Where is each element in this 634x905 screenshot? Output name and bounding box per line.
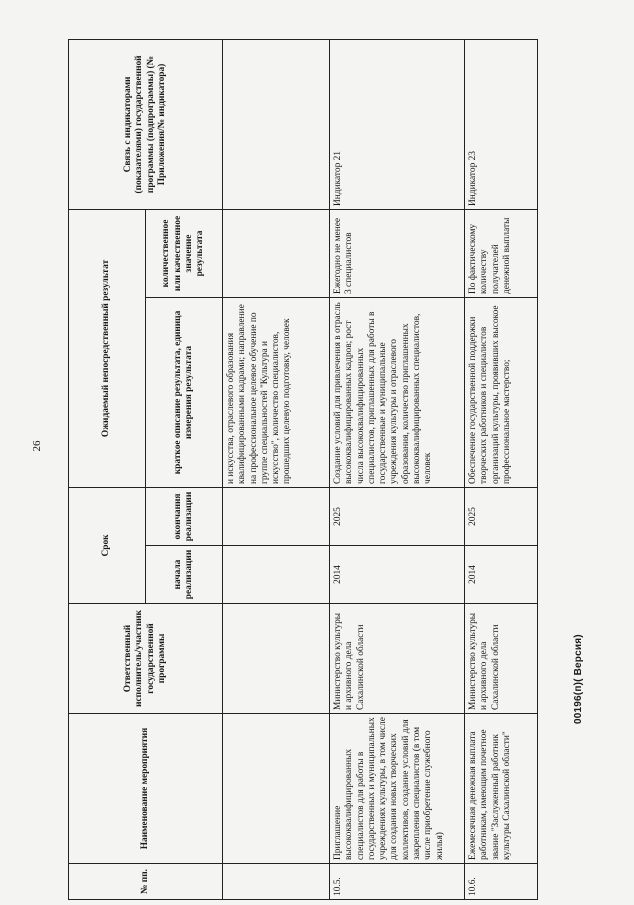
cell-expected-description: и искусства, отраслевого образования квалифицированными кадрами; направление на профессиональное целевое обучение по группе специальностей "Культура и искусство", количество специалистов, прошедших целевую подготовку, человек xyxy=(223,297,330,487)
header-responsible: Ответственный исполнитель/участник государственной программы xyxy=(69,604,223,714)
cell-expected-value xyxy=(223,209,330,297)
header-term-start: начала реализации xyxy=(146,546,223,604)
table-row xyxy=(465,39,538,899)
header-expected-description: краткое описание результата, единица измерения результата xyxy=(146,297,223,487)
table-row xyxy=(330,39,465,899)
header-term-end: окончания реализации xyxy=(146,487,223,545)
cell-term-start: 2014 xyxy=(465,546,538,604)
cell-term-end: 2025 xyxy=(330,487,465,545)
page-number: 26 xyxy=(31,440,43,452)
header-num: № пп. xyxy=(69,864,223,900)
document-footer-code: 00196(п)( Версия) xyxy=(573,634,584,724)
cell-responsible xyxy=(223,604,330,714)
cell-num xyxy=(223,864,330,900)
cell-activity-name xyxy=(223,714,330,864)
cell-activity-name: Ежемесячная денежная выплата работникам, имеющим почетное звание "Заслуженный работник культуры Сахалинской области" xyxy=(465,714,538,864)
cell-term-end xyxy=(223,487,330,545)
program-activities-table xyxy=(68,39,538,900)
header-row-1 xyxy=(69,39,146,899)
cell-term-start xyxy=(223,546,330,604)
cell-responsible: Министерство культуры и архивного дела Сахалинской области xyxy=(330,604,465,714)
table-row xyxy=(223,39,330,899)
header-indicator-link: Связь с индикаторами (показателями) государственной программы (подпрограммы) (№ Приложения/№ индикатора) xyxy=(69,39,223,209)
cell-indicator-link: Индикатор 23 xyxy=(465,39,538,209)
cell-expected-value: Ежегодно не менее 3 специалистов xyxy=(330,209,465,297)
header-term: Срок xyxy=(69,487,146,603)
header-expected-result: Ожидаемый непосредственный результат xyxy=(69,209,146,487)
header-activity-name: Наименование мероприятия xyxy=(69,714,223,864)
rotated-table-container xyxy=(68,40,522,900)
header-expected-value: количественное или качественное значение результата xyxy=(146,209,223,297)
cell-responsible: Министерство культуры и архивного дела Сахалинской области xyxy=(465,604,538,714)
cell-expected-value: По фактическому количеству получателей денежной выплаты xyxy=(465,209,538,297)
cell-term-start: 2014 xyxy=(330,546,465,604)
cell-indicator-link xyxy=(223,39,330,209)
cell-activity-name: Приглашение высококвалифицированных специалистов для работы в государственных и муниципальных учреждениях культуры, в том числе для создания новых творческих коллективов, создание условий для закрепления специалистов (в том числе приобретение служебного жилья) xyxy=(330,714,465,864)
cell-expected-description: Создание условий для привлечения в отрасль высококвалифицированных кадров; рост числа высококвалифицированных специалистов, приглашенных для работы в государственные и муниципальные учреждения культуры и отраслевого образования, количество приглашенных высококвалифицированных специалистов, человек xyxy=(330,297,465,487)
cell-term-end: 2025 xyxy=(465,487,538,545)
cell-num: 10.5. xyxy=(330,864,465,900)
cell-num: 10.6. xyxy=(465,864,538,900)
cell-indicator-link: Индикатор 21 xyxy=(330,39,465,209)
cell-expected-description: Обеспечение государственной поддержки творческих работников и специалистов организаций культуры, проявивших высокое профессиональное мастерство; xyxy=(465,297,538,487)
